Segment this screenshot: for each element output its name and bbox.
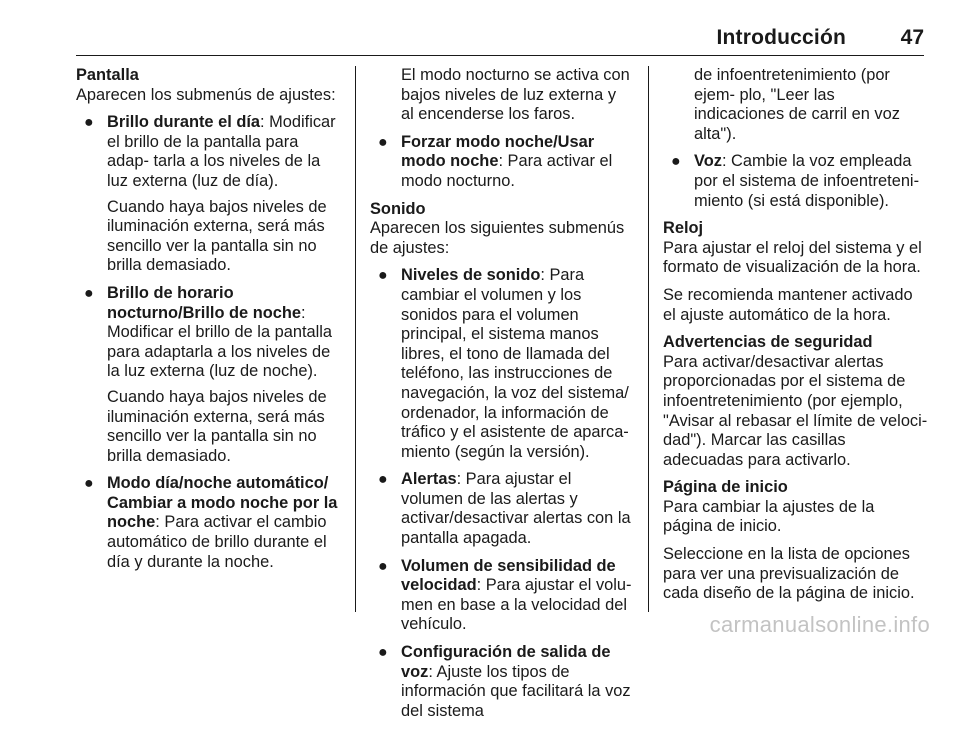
list-item bbox=[370, 133, 632, 192]
item-term: Brillo de horario nocturno/Brillo de noche bbox=[107, 283, 301, 322]
item-text: : Para ajustar el volumen de las alertas y activar/desactivar alertas con la pantalla apagada. bbox=[401, 470, 631, 548]
item-term: Forzar modo noche/Usar modo noche bbox=[401, 132, 595, 171]
list-item bbox=[76, 113, 344, 276]
item-text: : Cambie la voz empleada por el sistema de infoentreteni- miento (si está disponible). bbox=[694, 152, 920, 210]
bullet-list bbox=[370, 266, 632, 721]
column-divider-1 bbox=[355, 66, 356, 612]
page-number: 47 bbox=[900, 26, 924, 49]
list-item bbox=[370, 266, 632, 462]
section-title-reloj: Reloj bbox=[663, 219, 704, 238]
item-term: Configuración de salida de voz bbox=[401, 643, 611, 681]
bullet-icon: ● bbox=[84, 475, 94, 493]
list-item bbox=[76, 284, 344, 466]
column-2 bbox=[370, 66, 632, 729]
column-divider-2 bbox=[648, 66, 649, 612]
item-text: : Para activar el cambio automático de brillo durante el día y durante la noche. bbox=[107, 513, 327, 571]
section-title-sonido: Sonido bbox=[370, 199, 426, 218]
list-item bbox=[370, 557, 632, 635]
watermark: carmanualsonline.info bbox=[709, 612, 930, 637]
bullet-icon: ● bbox=[378, 267, 388, 285]
item-term: Volumen de sensibilidad de velocidad bbox=[401, 556, 616, 595]
section-title-advertencias: Advertencias de seguridad bbox=[663, 333, 873, 352]
bullet-list bbox=[370, 133, 632, 192]
list-item bbox=[663, 152, 928, 211]
item-term: Brillo durante el día bbox=[107, 113, 261, 132]
bullet-icon: ● bbox=[378, 557, 388, 575]
paragraph: Para ajustar el reloj del sistema y el formato de visualización de la hora. bbox=[663, 238, 922, 277]
bullet-icon: ● bbox=[378, 644, 388, 662]
item-text: : Modificar el brillo de la pantalla para adap- tarla a los niveles de la luz externa (luz de día). bbox=[107, 113, 336, 190]
list-item bbox=[370, 470, 632, 548]
header-rule bbox=[76, 55, 924, 56]
item-note: Cuando haya bajos niveles de iluminación externa, será más sencillo ver la pantalla sin no brilla demasiado. bbox=[107, 387, 327, 465]
bullet-icon: ● bbox=[671, 153, 681, 171]
bullet-icon: ● bbox=[84, 114, 94, 132]
item-text: : Para cambiar el volumen y los sonidos para el volumen principal, el sistema manos libres, el tono de llamada del teléfono, las instrucciones de navegación, la voz del sistema/ ordenador, la información de tráfico y el asistente de aparca- miento (según la versión). bbox=[401, 266, 629, 461]
continued-text: El modo nocturno se activa con bajos niveles de luz externa y al encenderse los faros. bbox=[401, 66, 630, 124]
paragraph: Se recomienda mantener activado el ajuste automático de la hora. bbox=[663, 285, 913, 324]
item-term: Alertas bbox=[401, 470, 457, 489]
item-text: : Modificar el brillo de la pantalla para adaptarla a los niveles de la luz externa (luz de noche). bbox=[107, 303, 333, 381]
bullet-list bbox=[76, 113, 344, 572]
item-note: Cuando haya bajos niveles de iluminación externa, será más sencillo ver la pantalla sin no brilla demasiado. bbox=[107, 197, 327, 275]
bullet-icon: ● bbox=[84, 284, 94, 302]
column-3 bbox=[663, 66, 928, 612]
page-header bbox=[0, 0, 960, 56]
paragraph: Seleccione en la lista de opciones para ver una previsualización de cada diseño de la página de inicio. bbox=[663, 545, 915, 603]
bullet-icon: ● bbox=[378, 133, 388, 151]
section-title-pantalla: Pantalla bbox=[76, 66, 139, 84]
continued-text: de infoentretenimiento (por ejem- plo, "Leer las indicaciones de carril en voz alta"). bbox=[694, 66, 900, 143]
item-term: Modo día/noche automático/ Cambiar a modo noche por la noche bbox=[107, 474, 338, 532]
item-term: Voz bbox=[694, 152, 722, 171]
item-text: : Para activar el modo nocturno. bbox=[401, 152, 613, 190]
bullet-list bbox=[663, 152, 928, 211]
item-term: Niveles de sonido bbox=[401, 266, 541, 285]
list-item bbox=[370, 643, 632, 721]
list-item bbox=[76, 474, 344, 572]
page-title: Introducción bbox=[716, 26, 846, 49]
bullet-icon: ● bbox=[378, 471, 388, 489]
column-1 bbox=[76, 66, 344, 580]
section-title-pagina-inicio: Página de inicio bbox=[663, 478, 788, 497]
section-intro: Aparecen los submenús de ajustes: bbox=[76, 85, 336, 104]
item-text: : Para ajustar el volu- men en base a la velocidad del vehículo. bbox=[401, 576, 632, 634]
paragraph: Para activar/desactivar alertas proporcionadas por el sistema de infoentretenimiento (por ejemplo, "Avisar al rebasar el límite de veloci- dad"). Marcar las casillas adecuadas para activarlo. bbox=[663, 352, 928, 469]
item-text: : Ajuste los tipos de información que facilitará la voz del sistema bbox=[401, 662, 631, 720]
section-intro: Aparecen los siguientes submenús de ajustes: bbox=[370, 219, 625, 257]
paragraph: Para cambiar la ajustes de la página de inicio. bbox=[663, 497, 875, 536]
